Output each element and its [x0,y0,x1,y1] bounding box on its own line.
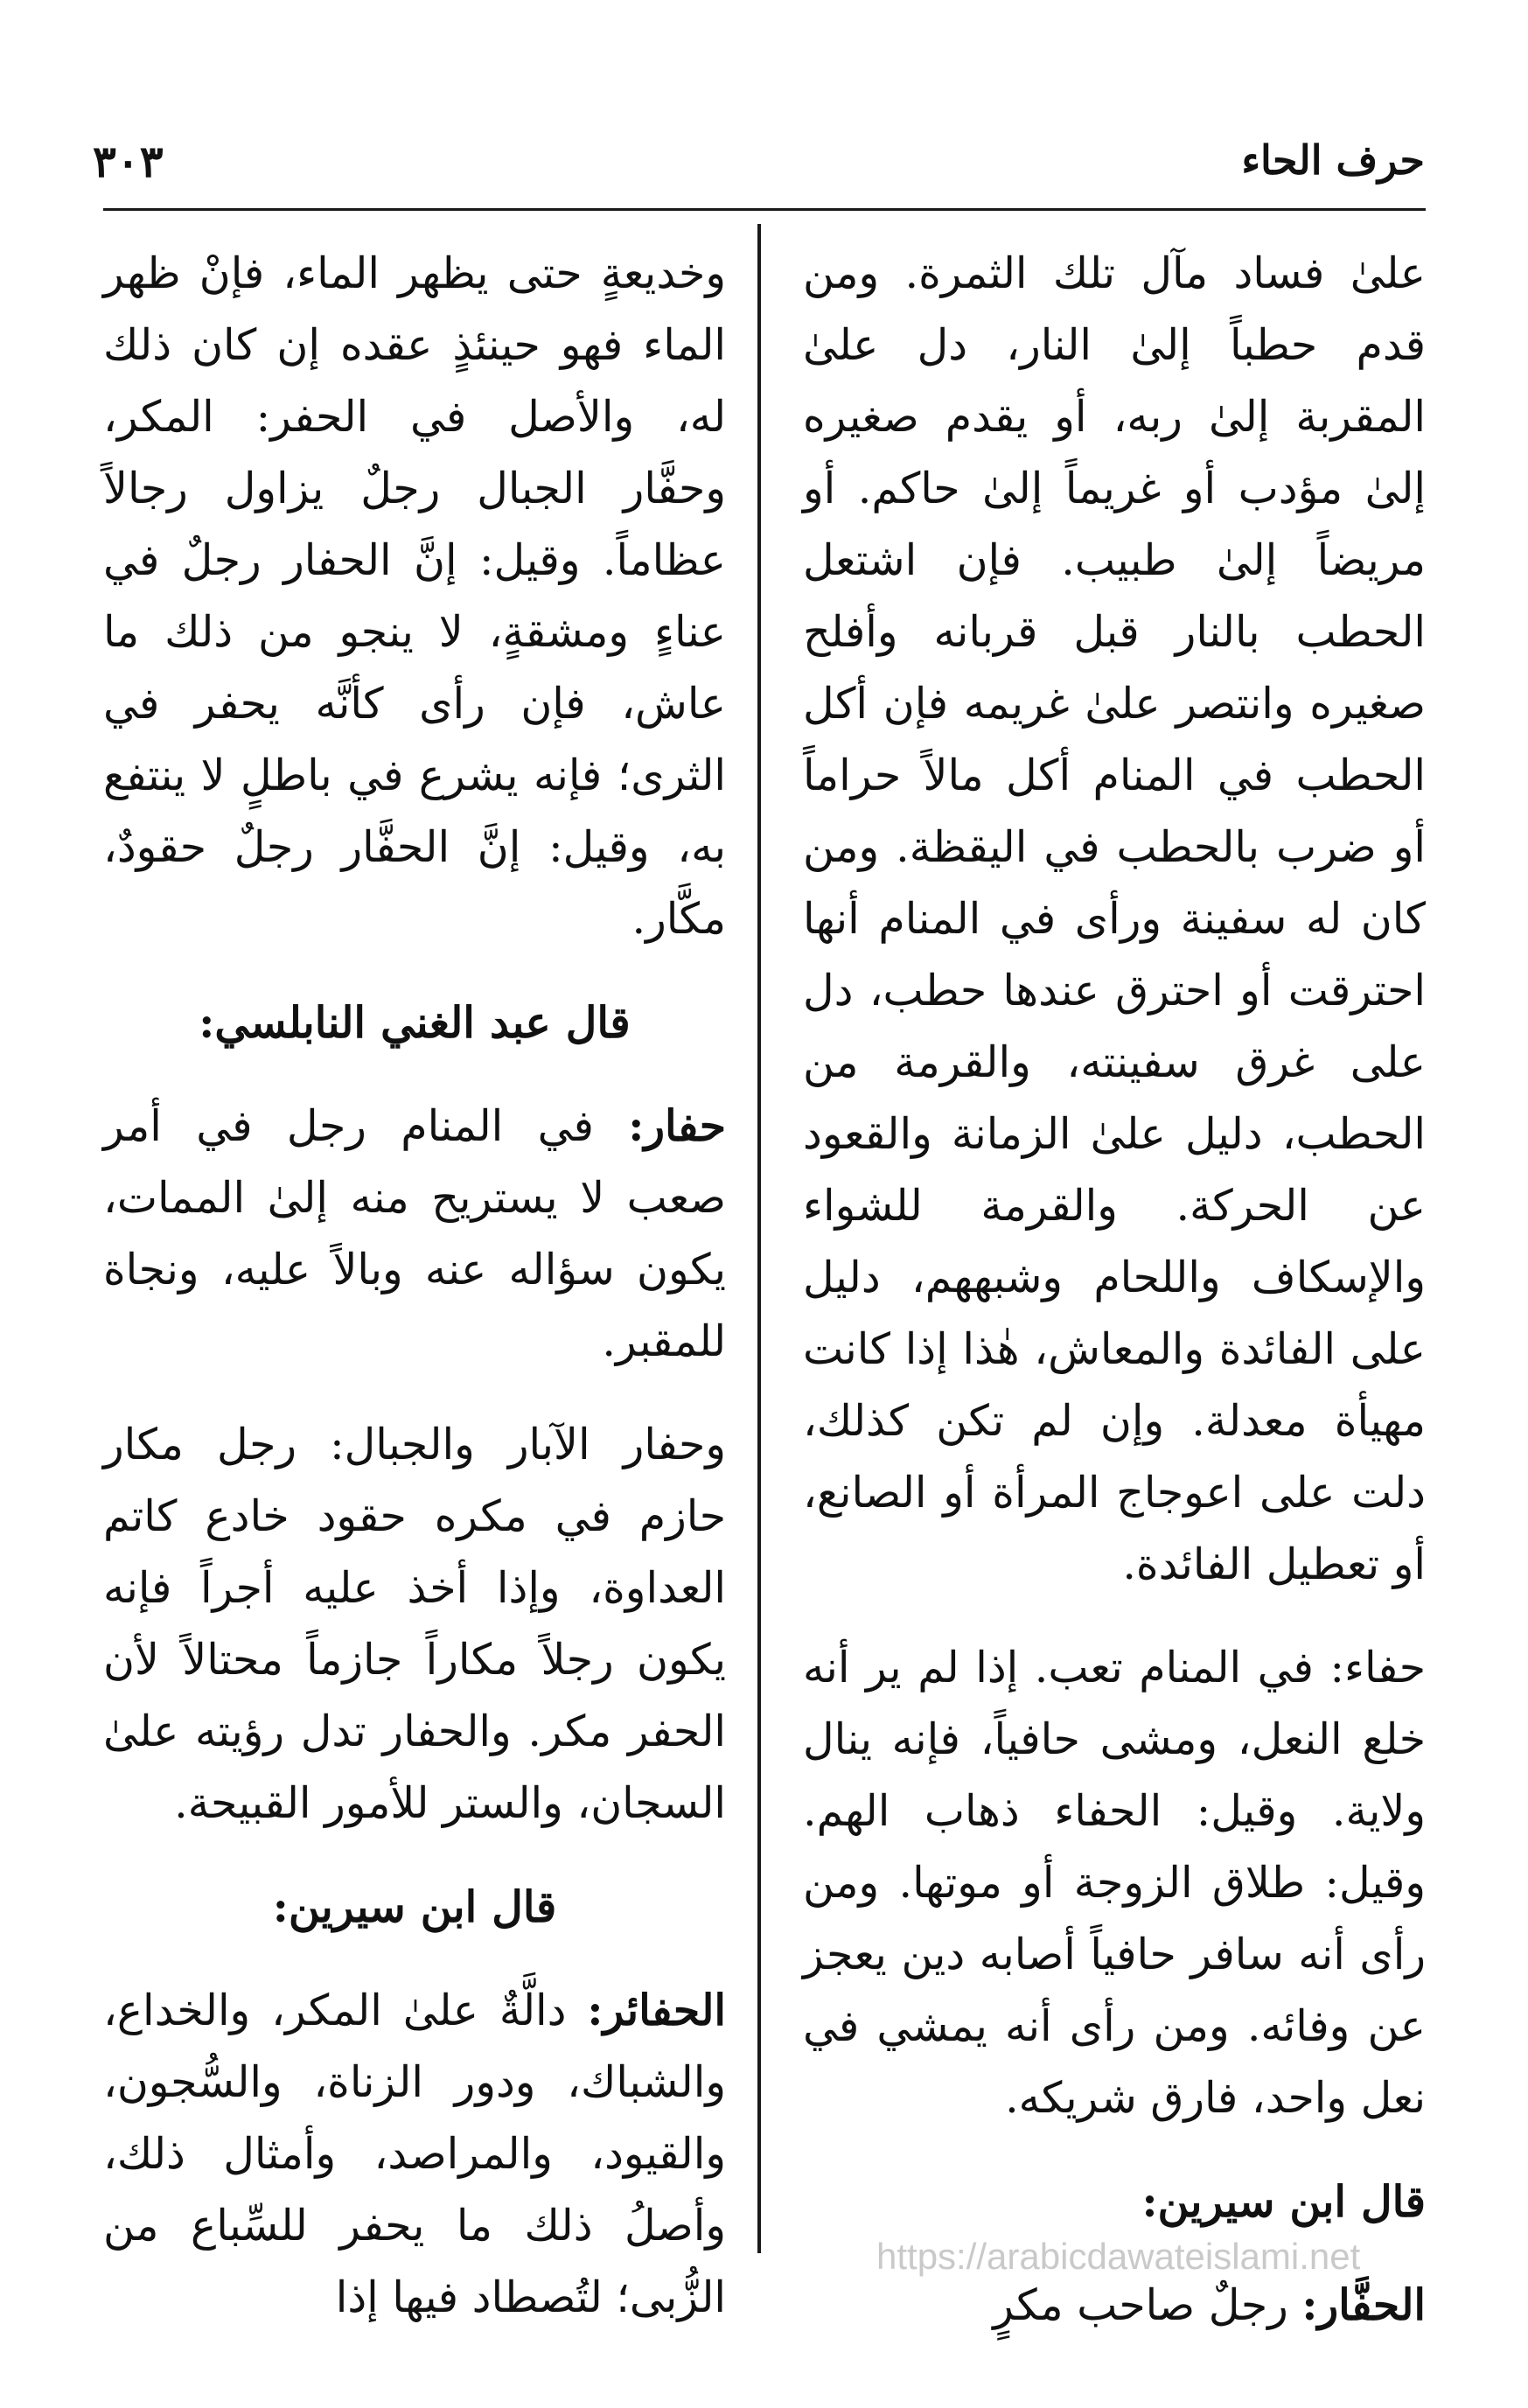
right-paragraph-1: علىٰ فساد مآل تلك الثمرة. ومن قدم حطباً إلىٰ النار، دل علىٰ المقربة إلىٰ ربه، أو يقدم صغيره إلىٰ مؤدب أو غريماً إلىٰ حاكم. أو مريضاً إلىٰ طبيب. فإن اشتعل الحطب بالنار قبل قربانه وأفلح صغيره وانتصر علىٰ غريمه فإن أكل الحطب في المنام أكل مالاً حراماً أو ضرب بالحطب في اليقظة. ومن كان له سفينة ورأى في المنام أنها احترقت أو احترق عندها حطب، دل على غرق سفينته، والقرمة من الحطب، دليل علىٰ الزمانة والقعود عن الحركة. والقرمة للشواء والإسكاف واللحام وشبههم، دليل على الفائدة والمعاش، هٰذا إذا كانت مهيأة معدلة. وإن لم تكن كذلك، دلت على اعوجاج المرأة أو الصانع، أو تعطيل الفائدة. [803,248,1426,1589]
page-number: ٣٠٣ [93,136,164,187]
chapter-title: حرف الحاء [1241,136,1425,184]
left-column [103,238,726,2334]
term-haffar-left: حفار: [628,1100,727,1151]
watermark-url: https://arabicdawateislami.net [876,2236,1361,2277]
heading-ibn-sirin-left: قال ابن سيرين: [272,1881,557,1932]
term-haffar-right: الحفَّار: [1301,2279,1426,2330]
right-paragraph-2: حفاء: في المنام تعب. إذا لم ير أنه خلع النعل، ومشى حافياً، فإنه ينال ولاية. وقيل: الحفاء ذهاب الهم. وقيل: طلاق الزوجة أو موتها. ومن رأى أنه سافر حافياً أصابه دين يعجز عن وفائه. ومن رأى أنه يمشي في نعل واحد، فارق شريكه. [803,1643,1426,2123]
left-paragraph-4-text: دالَّةٌ علىٰ المكر، والخداع، والشباك، ودور الزناة، والسُّجون، والقيود، والمراصد، وأمثال ذلك، وأصلُ ذلك ما يحفر للسِّباع من الزُّبى؛ لتُصطاد فيها إذا [103,1986,726,2322]
left-paragraph-2-text: في المنام رجل في أمر صعب لا يستريح منه إلىٰ الممات، يكون سؤاله عنه وبالاً عليه، ونجاة للمقبر. [103,1101,726,1366]
right-paragraph-3-text: رجلٌ صاحب مكرٍ [993,2280,1288,2330]
left-paragraph-1: وخديعةٍ حتى يظهر الماء، فإنْ ظهر الماء فهو حينئذٍ عقده إن كان ذلك له، والأصل في الحفر: المكر، وحفَّار الجبال رجلٌ يزاول رجالاً عظاماً. وقيل: إنَّ الحفار رجلٌ في عناءٍ ومشقةٍ، لا ينجو من ذلك ما عاش، فإن رأى كأنَّه يحفر في الثرى؛ فإنه يشرع في باطلٍ لا ينتفع به، وقيل: إنَّ الحفَّار رجلٌ حقودٌ، مكَّار. [103,248,726,944]
right-column [803,238,1426,2342]
heading-ibn-sirin-right: قال ابن سيرين: [1141,2176,1426,2227]
left-paragraph-4 [103,1974,726,2334]
term-hafair: الحفائر: [587,1985,727,2035]
left-paragraph-3: وحفار الآبار والجبال: رجل مكار حازم في مكره حقود خادع كاتم العداوة، وإذا أخذ عليه أجراً فإنه يكون رجلاً مكاراً جازماً محتالاً لأن الحفر مكر. والحفار تدل رؤيته علىٰ السجان، والستر للأمور القبيحة. [103,1420,726,1828]
column-divider [757,224,761,2253]
header-rule [103,208,1426,211]
heading-nabulsi: قال عبد الغني النابلسي: [199,997,631,1048]
right-paragraph-3 [803,2269,1426,2342]
left-paragraph-2 [103,1090,726,1378]
